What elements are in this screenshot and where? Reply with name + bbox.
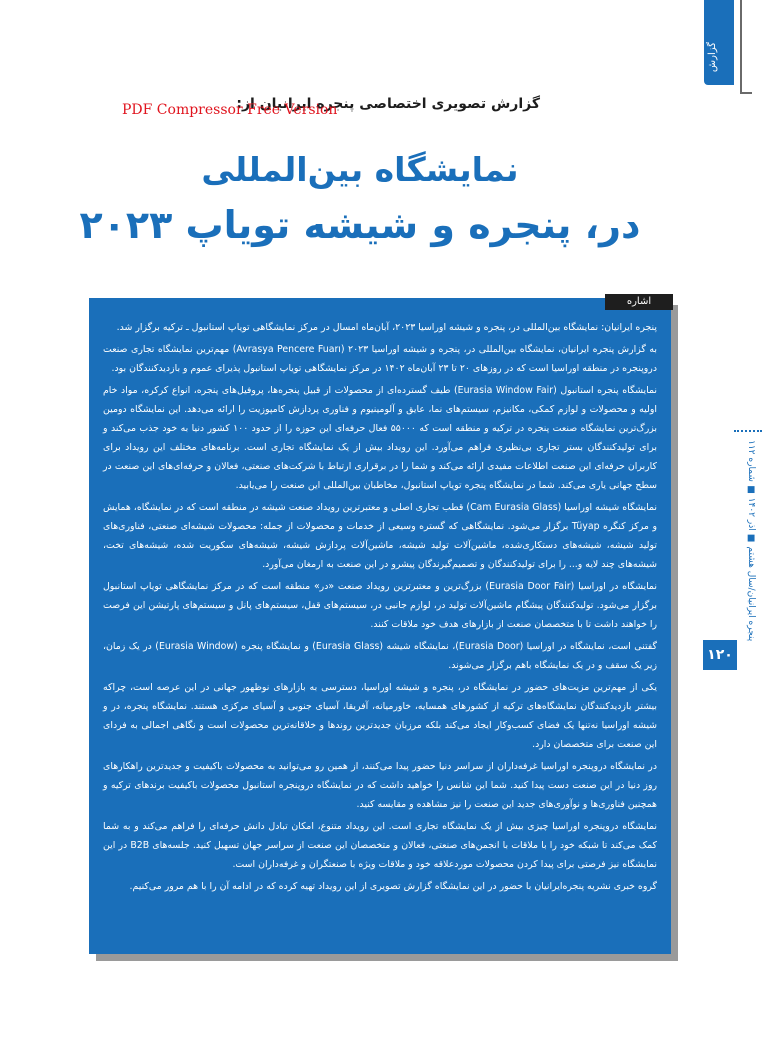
page-title-line2: در، پنجره و شیشه تویاپ ۲۰۲۳ <box>79 203 641 247</box>
journal-issue-line: پنجره ایرانیان/سال هشتم ■ آذر ۱۴۰۲ ■ شماره ۱۱۲ <box>746 440 756 642</box>
article-paragraph: نمایشگاه پنجره استانبول (Eurasia Window Fair) طیف گسترده‌ای از محصولات از قبیل پنجره‌ها، پروفیل‌های پنجره، انواع کرکره، مواد خام اولیه و محصولات و لوازم کمکی، مکانیزم، سیستم‌های نما، عایق و آلومینیوم و فناوری پردازش کامپوزیت را ارائه می‌دهد. این نمایشگاه دومین بزرگ‌ترین نمایشگاه صنعت پنجره در ترکیه و منطقه است که ۵۵۰۰۰ فعال حرفه‌ای این حوزه را از حدود ۱۰۰ کشور دنیا به خود جذب می‌کند و برای تولیدکنندگان بستر تجاری بی‌نظیری فراهم می‌آورد. این رویداد بیش از یک نمایشگاه تجاری است. برنامه‌های مختلف این رویداد برای کاربران حرفه‌ای این صنعت اطلاعات مفیدی ارائه می‌کند و شما را در برقراری ارتباط با شرکت‌های صنعتی، فعالان و حرفه‌ای‌های این صنعت در سطح جهانی یاری می‌کند. شما در نمایشگاه پنجره تویاپ استانبول، مخاطبان بین‌المللی این صنعت را می‌یابید. <box>103 385 658 491</box>
article-paragraph: پنجره ایرانیان: نمایشگاه بین‌المللی در، پنجره و شیشه اوراسیا ۲۰۲۳، آبان‌ماه امسال در مرکز نمایشگاهی تویاپ استانبول ـ ترکیه برگزار شد. <box>116 322 657 333</box>
section-tab <box>704 0 734 85</box>
side-divider-tick <box>740 92 752 94</box>
page-number: ۱۲۰ <box>703 640 737 670</box>
article-paragraph: گفتنی است، نمایشگاه در اوراسیا (Eurasia Door)، نمایشگاه شیشه (Eurasia Glass) و نمایشگاه پنجره (Eurasia Window) در یک زمان، زیر یک سقف و در یک نمایشگاه باهم برگزار می‌شوند. <box>103 641 657 671</box>
article-box <box>89 298 671 954</box>
side-divider <box>740 0 742 92</box>
article-paragraph: نمایشگاه درو‌پنجره اوراسیا چیزی بیش از یک نمایشگاه تجاری است. این رویداد متنوع، امکان تبادل دانش حرفه‌ای را فراهم می‌کند و به شما کمک می‌کند تا شبکه خود را با ملاقات با انجمن‌های صنعتی، فعالان و متخصصان این صنعت از سراسر جهان تسهیل کنید. جلسه‌های B2B در این نمایشگاه نیز فرصتی برای پیدا کردن محصولات موردعلاقه خود و ملاقات ویژه با صنعتگران و غرفه‌داران است. <box>103 821 657 870</box>
article-paragraph: به گزارش پنجره ایرانیان، نمایشگاه بین‌المللی در، پنجره و شیشه اوراسیا ۲۰۲۳ (Avrasya Pencere Fuarı) مهم‌ترین نمایشگاه تجاری صنعت درو‌پنجره در منطقه اوراسیا است که در روزهای ۲۰ تا ۲۳ آبان‌ماه ۱۴۰۲ در مرکز نمایشگاهی تویاپ استانبول پذیرای عموم و بازدیدکنندگان بود. <box>103 344 658 374</box>
watermark: PDF Compressor Free Version <box>122 102 338 118</box>
article-paragraph: در نمایشگاه درو‌پنجره اوراسیا غرفه‌داران از سراسر دنیا حضور پیدا می‌کنند، از همین رو می‌توانید به محصولات باکیفیت و جدیدترین راهکارهای روز دنیا در این صنعت دست پیدا کنید. شما این شانس را خواهید داشت که در نمایشگاه درو‌پنجره استانبول محصولات باکیفیت برندهای ترکیه و همچنین فناوری‌ها و نوآوری‌های جدید این صنعت را نیز مشاهده و مقایسه کنید. <box>103 761 657 810</box>
page-title-line1: نمایشگاه بین‌المللی <box>201 150 519 189</box>
article-paragraph: نمایشگاه شیشه اوراسیا (Cam Eurasia Glass) قطب تجاری اصلی و معتبرترین رویداد صنعت شیشه در منطقه است که در نمایشگاه، همایش و مرکز کنگره Tüyap برگزار می‌شود. نمایشگاهی که گستره وسیعی از خدمات و محصولات از جمله: محصولات شیشه‌ای صنعتی، فناوری‌های تولید شیشه، شیشه‌های دستکاری‌شده، ماشین‌آلات تولید شیشه، ماشین‌آلات پردازش شیشه، شیشه‌های سکوریت شده، شیشه‌های تخت، شیشه‌های چند لایه و... را برای تولیدکنندگان و تصمیم‌گیرندگان پیشرو در این صنعت به ارمغان می‌آورد. <box>103 502 658 570</box>
article-paragraph: یکی از مهم‌ترین مزیت‌های حضور در نمایشگاه در، پنجره و شیشه اوراسیا، دسترسی به بازارهای نوظهور جهانی در این عرصه است، چراکه بیشتر بازدیدکنندگان نمایشگاه‌های ترکیه از کشورهای همسایه، خاورمیانه، آفریقا، آسیای جنوبی و آسیای مرکزی هستند. نمایشگاه پنجره، در و شیشه اوراسیا نه‌تنها یک فضای کسب‌وکار ایجاد می‌کند بلکه مرزبان جدیدترین روندها و خلاقانه‌ترین محصولات است و نگاهی اجمالی به فردای این صنعت برای متخصصان دارد. <box>103 682 657 750</box>
side-dotted-rule <box>734 430 762 432</box>
intro-label: اشاره <box>605 294 673 310</box>
article-paragraph: نمایشگاه در اوراسیا (Eurasia Door Fair) بزرگ‌ترین و معتبرترین رویداد صنعت «در» منطقه است که در مرکز نمایشگاهی تویاپ استانبول برگزار می‌شود. تولیدکنندگان پیشگام ماشین‌آلات تولید در، لوازم جانبی در، سیستم‌های قفل، سیستم‌های پانل و سیستم‌های پارتیشن این فرصت را خواهند داشت تا با متخصصان صنعت از بازارهای هدف خود ملاقات کنند. <box>103 581 657 630</box>
article-paragraph: گروه خبری نشریه پنجره‌ایرانیان با حضور در این نمایشگاه گزارش تصویری از این رویداد تهیه کرده که در ادامه آن را با هم مرور می‌کنیم. <box>129 881 657 892</box>
section-label: گزارش <box>707 42 718 73</box>
report-kicker: گزارش تصویری اختصاصی پنجره ایرانیان از: <box>236 96 540 112</box>
